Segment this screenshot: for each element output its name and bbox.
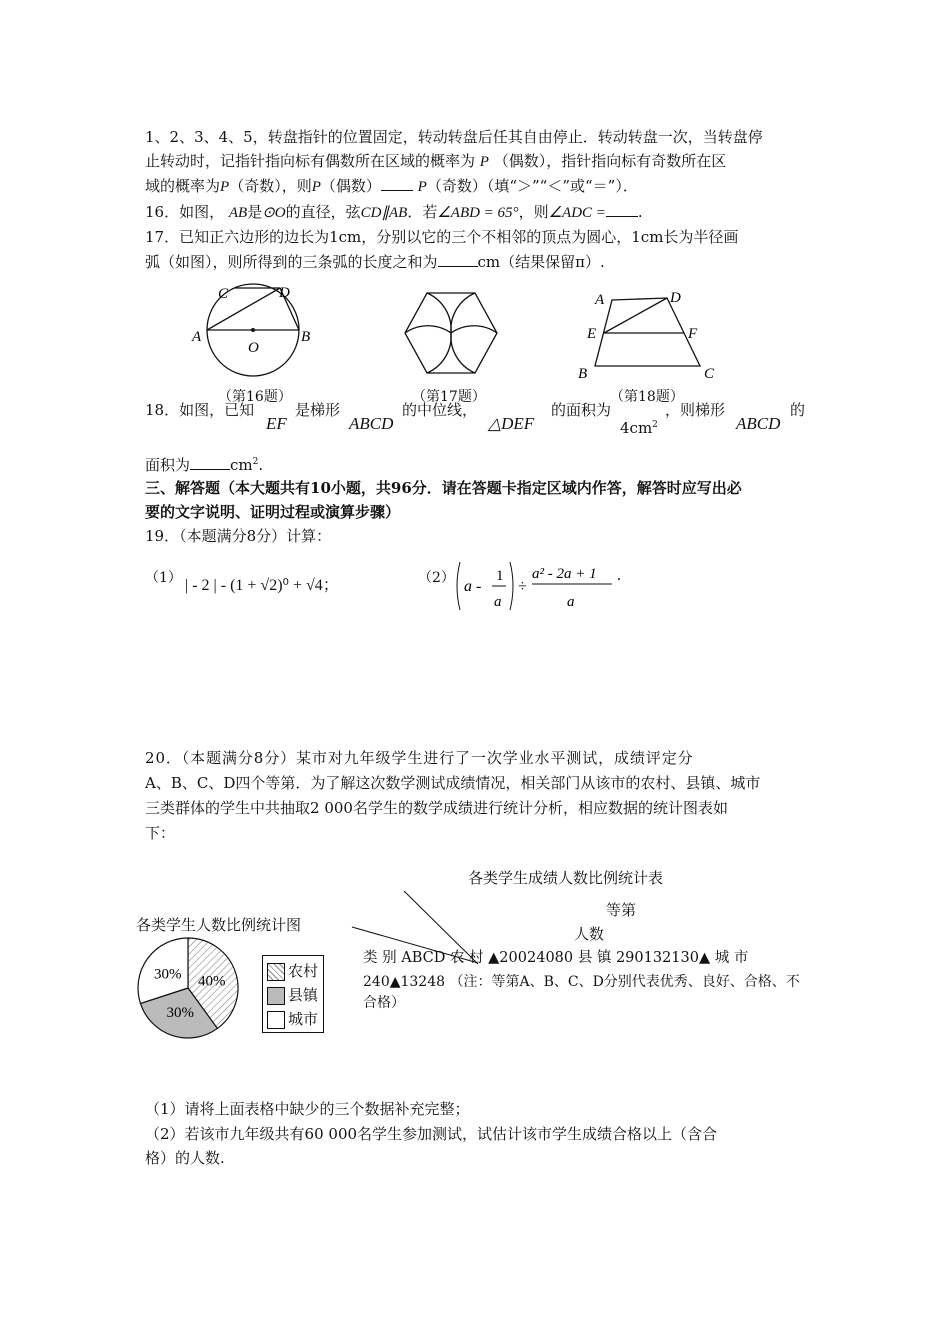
q18-line2-b: cm xyxy=(230,456,253,474)
table-header-grade: 等第 xyxy=(606,901,637,919)
fig18-caption: （第18题） xyxy=(610,389,684,405)
p-symbol: P xyxy=(417,179,427,195)
q16-cdab: CD∥AB xyxy=(360,205,408,221)
q19-p2-end: . xyxy=(617,567,621,584)
label-o: O xyxy=(248,340,259,356)
q18-num: 18．如图，已知 xyxy=(145,401,255,419)
q16-text xyxy=(145,200,643,225)
q20-sub2-line1: （2）若该市九年级共有60 000名学生参加测试，试估计该市学生成绩合格以上（含合 xyxy=(145,1125,718,1143)
q19-p2-den2: a xyxy=(567,594,575,610)
label-b: B xyxy=(578,366,588,382)
q15-line3-a: 域的概率为 xyxy=(145,177,221,195)
pie-label-城市: 30% xyxy=(154,966,182,983)
q18-area-value: 4cm xyxy=(620,419,653,437)
q16-t4: ，则 xyxy=(518,203,549,221)
legend-swatch-blank xyxy=(267,1011,285,1029)
q18-ef: EF xyxy=(266,414,287,433)
q18-t3: 的面积为 xyxy=(551,401,612,419)
geometry-figures xyxy=(180,278,740,386)
q18-area xyxy=(620,413,658,440)
pie-label-农村: 40% xyxy=(198,973,226,990)
table-row-2: 240▲13248 （注：等第A、B、C、D分别代表优秀、良好、合格、不 xyxy=(363,974,800,990)
pie-chart xyxy=(136,936,240,1040)
q19-part2-label: （2） xyxy=(418,570,455,586)
q17-line1: 17．已知正六边形的边长为1cm，分别以它的三个不相邻的顶点为圆心，1cm长为半径画 xyxy=(145,228,739,246)
q16-number: 16．如图， xyxy=(145,203,225,221)
q16-t2: 的直径，弦 xyxy=(285,203,361,221)
fig16-caption: （第16题） xyxy=(218,389,292,405)
pie-legend xyxy=(262,955,324,1033)
q18-abcd-2: ABCD xyxy=(736,414,781,433)
q18-line2-sup: 2 xyxy=(252,457,259,467)
label-a: A xyxy=(192,329,202,345)
answer-blank[interactable] xyxy=(606,200,638,217)
label-e: E xyxy=(587,326,597,342)
p-symbol: P xyxy=(220,179,230,195)
q16-ab: AB xyxy=(228,205,248,221)
q18-line2-c: . xyxy=(258,456,264,474)
q16-t3: ．若 xyxy=(407,203,438,221)
q18-area-sup: 2 xyxy=(652,420,658,430)
label-c: C xyxy=(704,366,715,382)
q19-p2-num1: 1 xyxy=(496,568,504,584)
q18-abcd: ABCD xyxy=(349,414,394,433)
q15-line3-b: （奇数），则 xyxy=(229,177,312,195)
q15-line1: 1、2、3、4、5，转盘指针的位置固定，转动转盘后任其自由停止．转动转盘一次，当转盘停 xyxy=(145,128,763,146)
q19-p2-den1: a xyxy=(494,594,502,610)
legend-label: 城市 xyxy=(288,1010,319,1028)
legend-label: 农村 xyxy=(288,962,319,980)
q18-line2-a: 面积为 xyxy=(145,456,191,474)
q19-p2-a: a - xyxy=(464,578,482,595)
figure-18-trapezoid xyxy=(578,290,715,382)
section3-line1: 三、解答题（本大题共有10小题，共96分．请在答题卡指定区域内作答，解答时应写出必 xyxy=(145,479,742,497)
label-d: D xyxy=(670,290,681,306)
label-d: D xyxy=(279,285,290,301)
table-row-3: 合格） xyxy=(363,995,405,1011)
q16-angle2: ∠ADC = xyxy=(548,205,606,221)
q19-title: 19．（本题满分8分）计算： xyxy=(145,527,332,545)
q17-line2-a: 弧（如图），则所得到的三条弧的长度之和为 xyxy=(145,253,438,271)
q16-end: . xyxy=(637,203,643,221)
p-symbol: P xyxy=(311,179,321,195)
q16-circle: ⊙O xyxy=(262,205,286,221)
q15-line3-c: （偶数） xyxy=(320,177,381,195)
label-c: C xyxy=(218,286,229,302)
q20-line2: A、B、C、D四个等第．为了解这次数学测试成绩情况，相关部门从该市的农村、县镇、城市 xyxy=(145,774,761,792)
legend-item-rural xyxy=(267,960,318,981)
legend-item-county xyxy=(267,984,318,1005)
q19-part1-expr xyxy=(185,574,339,598)
q19-part1-expression: | - 2 | - (1 + √2)⁰ + √4 xyxy=(185,577,323,594)
label-a: A xyxy=(595,292,605,308)
table-header-count: 人数 xyxy=(574,925,605,943)
figure-17-hexagon xyxy=(405,293,497,373)
answer-blank[interactable] xyxy=(438,250,478,267)
figure-16-circle xyxy=(191,284,310,376)
q19-p2-div: ÷ xyxy=(518,578,527,595)
q16-angle1: ∠ABD = 65° xyxy=(437,205,519,221)
q19-p2-num2: a² - 2a + 1 xyxy=(532,566,597,582)
q17-line2-b: cm（结果保留π）. xyxy=(477,253,605,271)
q20-sub1: （1）请将上面表格中缺少的三个数据补充完整； xyxy=(145,1100,470,1118)
fig17-caption: （第17题） xyxy=(412,389,486,405)
label-f: F xyxy=(688,326,698,342)
q19-part2-expression xyxy=(452,558,632,614)
table-title: 各类学生成绩人数比例统计表 xyxy=(468,869,664,887)
legend-item-city xyxy=(267,1008,318,1029)
q20-line3: 三类群体的学生中共抽取2 000名学生的数学成绩进行统计分析，相应数据的统计图表如 xyxy=(145,799,728,817)
legend-swatch-hatch xyxy=(267,963,285,981)
answer-blank[interactable] xyxy=(190,453,230,470)
q15-line3-d: （奇数）（填“＞”“＜”或“＝”）． xyxy=(426,177,638,195)
q15-line3 xyxy=(145,174,638,199)
p-symbol: P xyxy=(479,154,489,170)
q15-line2-text: 止转动时，记指针指向标有偶数所在区域的概率为 xyxy=(145,152,476,170)
q18-def: △DEF xyxy=(488,414,535,433)
q18-t5: 的 xyxy=(790,401,806,419)
q20-sub2-line2: 格）的人数. xyxy=(145,1149,225,1167)
legend-label: 县镇 xyxy=(288,986,319,1004)
q18-t2: 的中位线， xyxy=(402,401,478,419)
q20-line1: 20．（本题满分8分）某市对九年级学生进行了一次学业水平测试，成绩评定分 xyxy=(145,749,694,767)
label-b: B xyxy=(301,329,311,345)
q18-t1: 是梯形 xyxy=(295,401,341,419)
legend-swatch-gray xyxy=(267,987,285,1005)
q17-line2 xyxy=(145,250,605,274)
pie-label-县镇: 30% xyxy=(166,1004,195,1021)
q16-t1: 是 xyxy=(247,203,263,221)
table-row-1: 类 别 ABCD 农 村 ▲20024080 县 镇 290132130▲ 城 市 xyxy=(363,950,749,966)
q15-line2 xyxy=(145,149,726,174)
q19-part1-end: ； xyxy=(322,577,339,594)
pie-title: 各类学生人数比例统计图 xyxy=(136,916,302,934)
section3-line2: 要的文字说明、证明过程或演算步骤） xyxy=(145,503,401,521)
q15-line2-text-b: （偶数），指针指向标有奇数所在区 xyxy=(493,152,727,170)
q20-line4: 下： xyxy=(145,824,176,842)
q18-line2 xyxy=(145,450,263,477)
answer-blank[interactable] xyxy=(381,174,413,191)
q19-part1-label: （1） xyxy=(145,570,182,586)
q18-t4: ，则梯形 xyxy=(665,401,726,419)
